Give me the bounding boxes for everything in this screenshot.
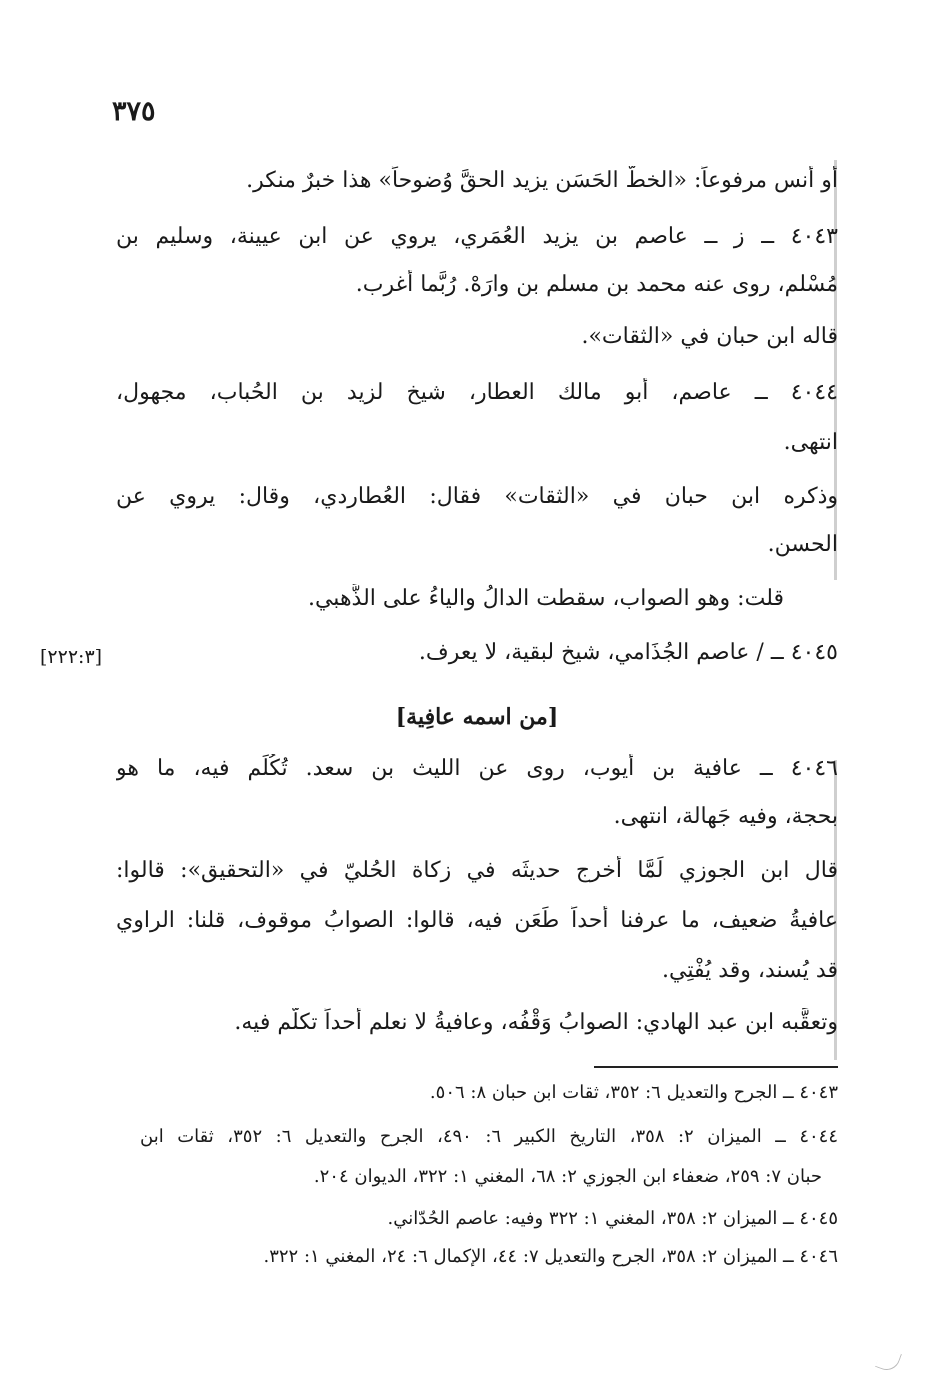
body-line-15: قد يُسند، وقد يُفْتِي. — [662, 958, 838, 983]
margin-reference: [٢٢٢:٣] — [40, 646, 103, 668]
entry-4046-line-1: ٤٠٤٦ ــ عافية بن أيوب، روى عن الليث بن سعد. تُكُلِّم فيه، ما هو — [116, 756, 838, 781]
corner-pencil-mark — [875, 1347, 902, 1374]
footnote-4044-line-1: ٤٠٤٤ ــ الميزان ٢: ٣٥٨، التاريخ الكبير ٦: ٤٩٠، الجرح والتعديل ٦: ٣٥٢، ثقات ابن — [140, 1126, 838, 1147]
entry-4044-line-2: انتهى. — [783, 430, 838, 455]
body-line-1: أو أنس مرفوعاً: «الخطُّ الحَسَن يزيد الحقَّ وُضوحاً» هذا خبرٌ منكر. — [246, 168, 838, 193]
footnote-4043: ٤٠٤٣ ــ الجرح والتعديل ٦: ٣٥٢، ثقات ابن حبان ٨: ٥٠٦. — [429, 1082, 838, 1103]
body-line-4: قاله ابن حبان في «الثقات». — [581, 324, 838, 349]
footnote-rule — [594, 1066, 838, 1068]
entry-4046-line-2: بحجة، وفيه جَهالة، انتهى. — [613, 804, 838, 829]
body-line-16: وتعقَّبه ابن عبد الهادي: الصوابُ وَقْفُه، وعافيةُ لا نعلم أحداً تكلَّم فيه. — [234, 1010, 838, 1035]
body-line-13: قال ابن الجوزي لَمَّا أخرج حديثَه في زكاة الحُليّ في «التحقيق»: قالوا: — [116, 858, 838, 883]
footnote-4044-line-2: حبان ٧: ٢٥٩، ضعفاء ابن الجوزي ٢: ٦٨، المغني ١: ٣٢٢، الديوان ٢٠٤. — [313, 1166, 822, 1187]
footnote-4046: ٤٠٤٦ ــ الميزان ٢: ٣٥٨، الجرح والتعديل ٧: ٤٤، الإكمال ٦: ٢٤، المغني ١: ٣٢٢. — [263, 1246, 838, 1267]
body-line-9: قلت: وهو الصواب، سقطت الدالُ والياءُ على الذَّهبي. — [307, 586, 784, 611]
page-number: ٣٧٥ — [112, 96, 156, 127]
footnote-4045: ٤٠٤٥ ــ الميزان ٢: ٣٥٨، المغني ١: ٣٢٢ وفيه: عاصم الحُدّاني. — [387, 1208, 838, 1229]
body-line-14: عافيةُ ضعيف، ما عرفنا أحداً طَعَن فيه، قالوا: الصوابُ موقوف، قلنا: الراوي — [116, 908, 838, 933]
entry-4043-line-2: مُسْلم، روى عنه محمد بن مسلم بن وارَهْ. رُبَّما أغرب. — [355, 272, 838, 297]
entry-4043-line-1: ٤٠٤٣ ــ ز ــ عاصم بن يزيد العُمَري، يروي عن ابن عيينة، وسليم بن — [116, 224, 838, 249]
section-heading: [من اسمه عافِية] — [395, 704, 559, 730]
entry-4044-line-1: ٤٠٤٤ ــ عاصم، أبو مالك العطار، شيخ لزيد بن الحُباب، مجهول، — [116, 380, 838, 405]
body-line-7: وذكره ابن حبان في «الثقات» فقال: العُطاردي، وقال: يروي عن — [116, 484, 838, 509]
entry-4045-line: ٤٠٤٥ ــ / عاصم الجُذَامي، شيخ لبقية، لا يعرف. — [418, 640, 838, 665]
body-line-8: الحسن. — [767, 532, 838, 557]
